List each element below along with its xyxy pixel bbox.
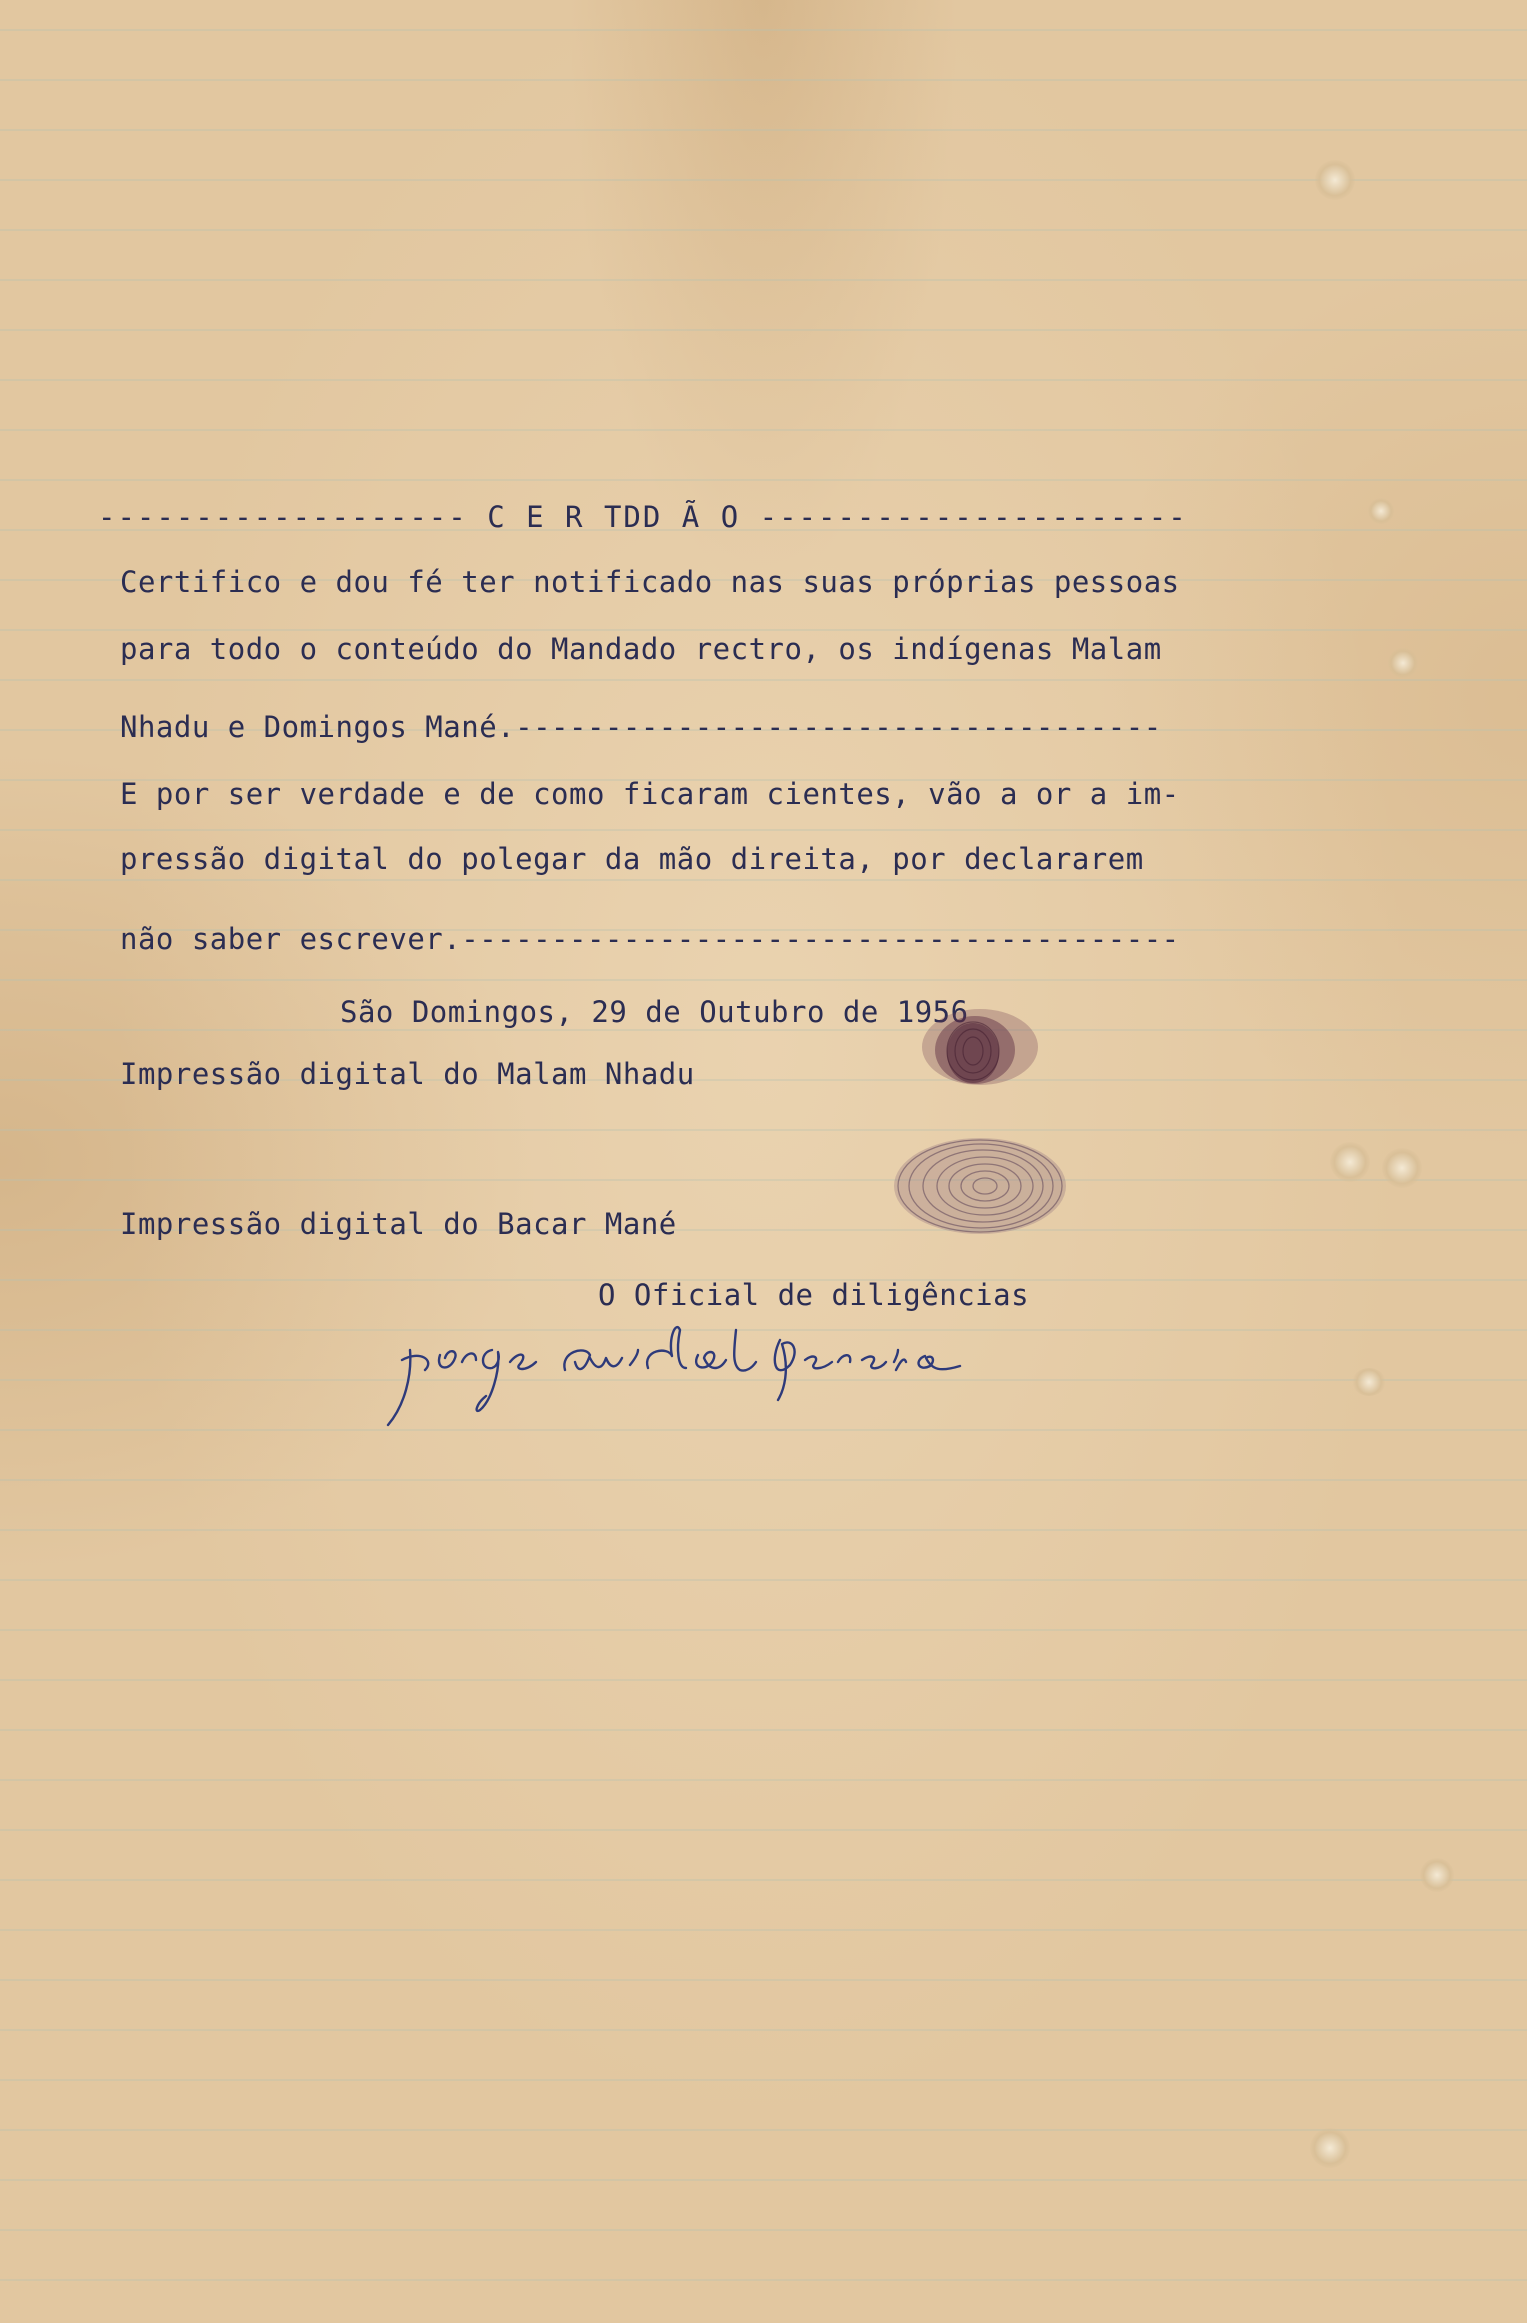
punch-hole-4 (1330, 1142, 1370, 1182)
officer-title: O Oficial de diligências (598, 1278, 1030, 1312)
place-date: São Domingos, 29 de Outubro de 1956 (340, 995, 969, 1029)
punch-hole-5 (1382, 1148, 1422, 1188)
document-heading: ------------------- C E R TDD Ã O ---------------------- (98, 500, 1188, 534)
body-line-6: não saber escrever.---------------------------------------- (120, 922, 1180, 956)
punch-hole-2 (1368, 498, 1394, 524)
signature (380, 1310, 1000, 1430)
thumbprint-malam (905, 995, 1055, 1105)
punch-hole-1 (1315, 160, 1355, 200)
punch-hole-8 (1310, 2128, 1350, 2168)
thumbprint-label-malam: Impressão digital do Malam Nhadu (120, 1057, 695, 1091)
punch-hole-6 (1352, 1368, 1386, 1396)
body-line-2: para todo o conteúdo do Mandado rectro, os indígenas Malam (120, 632, 1162, 666)
thumbprint-label-bacar: Impressão digital do Bacar Mané (120, 1207, 677, 1241)
punch-hole-7 (1420, 1858, 1454, 1892)
body-line-5: pressão digital do polegar da mão direita, por declararem (120, 842, 1144, 876)
body-line-4: E por ser verdade e de como ficaram cientes, vão a or a im- (120, 777, 1180, 811)
punch-hole-3 (1388, 648, 1418, 678)
body-line-1: Certifico e dou fé ter notificado nas suas próprias pessoas (120, 565, 1180, 599)
thumbprint-bacar (885, 1130, 1075, 1240)
body-line-3: Nhadu e Domingos Mané.------------------------------------ (120, 710, 1162, 744)
